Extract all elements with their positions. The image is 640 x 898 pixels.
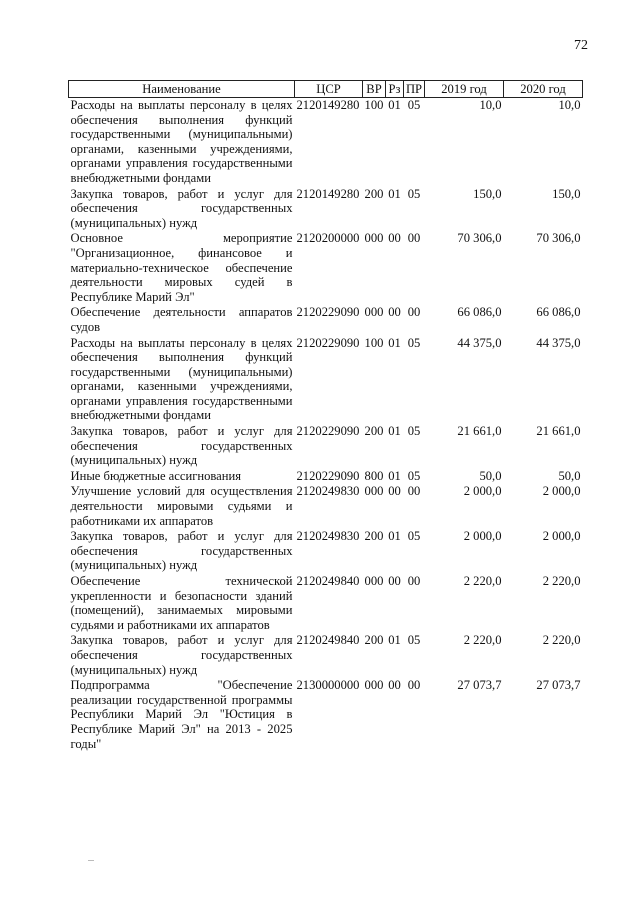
table-row <box>69 187 583 232</box>
table-row <box>69 469 583 485</box>
row-rz: 01 <box>388 335 401 350</box>
row-rz: 00 <box>388 231 401 246</box>
row-2019: 2 000,0 <box>463 484 502 499</box>
row-2019: 50,0 <box>479 468 502 483</box>
row-2020: 2 220,0 <box>542 574 581 588</box>
row-name: Подпрограмма "Обеспечение реализации государственной программы Республики Марий Эл "Юстиция в Республике Марий Эл" на 2013 - 2025 годы" <box>70 678 293 751</box>
row-name: Основное мероприятие "Организационное, финансовое и материально-техническое обеспечение деятельности мировых судей в Республике Марий Эл" <box>70 231 293 304</box>
header-2019: 2019 год <box>425 81 504 98</box>
row-csr: 2120249830 <box>296 529 360 544</box>
table-row <box>69 529 583 574</box>
row-2019: 44 375,0 <box>457 335 502 350</box>
table-header <box>69 81 583 98</box>
row-name: Обеспечение деятельности аппаратов судов <box>70 305 293 334</box>
row-2019: 2 000,0 <box>463 529 502 544</box>
row-vr: 200 <box>364 529 384 544</box>
row-2019: 66 086,0 <box>457 305 502 320</box>
scan-mark <box>88 860 94 861</box>
row-csr: 2120229090 <box>296 335 360 350</box>
row-pr: 00 <box>407 678 421 693</box>
row-pr: 05 <box>407 529 421 544</box>
row-2020: 21 661,0 <box>536 424 581 439</box>
row-vr: 800 <box>364 468 384 483</box>
row-2020: 150,0 <box>552 186 581 201</box>
row-csr: 2120149280 <box>296 98 360 112</box>
row-pr: 00 <box>407 574 421 588</box>
header-name: Наименование <box>69 81 295 98</box>
row-2020: 66 086,0 <box>536 305 581 320</box>
row-pr: 00 <box>407 305 421 320</box>
row-pr: 00 <box>407 231 421 246</box>
row-vr: 000 <box>364 305 384 320</box>
row-csr: 2120229090 <box>296 305 360 320</box>
row-pr: 05 <box>407 186 421 201</box>
row-vr: 100 <box>364 335 384 350</box>
row-rz: 01 <box>388 468 401 483</box>
table-row <box>69 484 583 529</box>
row-name: Закупка товаров, работ и услуг для обеспечения государственных (муниципальных) нужд <box>70 529 293 573</box>
row-name: Закупка товаров, работ и услуг для обеспечения государственных (муниципальных) нужд <box>70 424 293 468</box>
row-rz: 01 <box>388 98 401 112</box>
row-2020: 2 000,0 <box>542 484 581 499</box>
table-row <box>69 633 583 678</box>
row-vr: 000 <box>364 678 384 693</box>
row-2020: 2 220,0 <box>542 633 581 648</box>
row-2020: 2 000,0 <box>542 529 581 544</box>
row-vr: 200 <box>364 186 384 201</box>
row-csr: 2130000000 <box>296 678 360 693</box>
row-2020: 10,0 <box>558 98 581 112</box>
row-2020: 70 306,0 <box>536 231 581 246</box>
row-name: Расходы на выплаты персоналу в целях обеспечения выполнения функций государственными (муниципальными) органами, казенными учреждениями, органами управления государственными внебюджетными фондами <box>70 335 293 423</box>
row-name: Расходы на выплаты персоналу в целях обеспечения выполнения функций государственными (муниципальными) органами, казенными учреждениями, органами управления государственными внебюджетными фондами <box>70 98 293 185</box>
budget-table <box>68 80 583 752</box>
row-rz: 00 <box>388 678 401 693</box>
row-2019: 10,0 <box>479 98 502 112</box>
row-2019: 150,0 <box>473 186 502 201</box>
row-name: Закупка товаров, работ и услуг для обеспечения государственных (муниципальных) нужд <box>70 633 293 677</box>
row-vr: 000 <box>364 574 384 588</box>
table-body <box>69 98 583 753</box>
row-pr: 05 <box>407 424 421 439</box>
table-row <box>69 305 583 335</box>
row-vr: 200 <box>364 633 384 648</box>
row-2019: 2 220,0 <box>463 574 502 588</box>
row-rz: 01 <box>388 424 401 439</box>
row-2020: 27 073,7 <box>536 678 581 693</box>
row-2019: 2 220,0 <box>463 633 502 648</box>
row-name: Закупка товаров, работ и услуг для обеспечения государственных (муниципальных) нужд <box>70 186 293 230</box>
header-pr: ПР <box>404 81 425 98</box>
header-vr: ВР <box>363 81 386 98</box>
row-2019: 21 661,0 <box>457 424 502 439</box>
row-vr: 000 <box>364 231 384 246</box>
row-csr: 2120149280 <box>296 186 360 201</box>
table-row <box>69 336 583 425</box>
table-row <box>69 678 583 752</box>
row-csr: 2120229090 <box>296 424 360 439</box>
row-vr: 000 <box>364 484 384 499</box>
row-pr: 05 <box>407 98 421 112</box>
row-vr: 100 <box>364 98 384 112</box>
row-csr: 2120249830 <box>296 484 360 499</box>
row-pr: 05 <box>407 633 421 648</box>
header-csr: ЦСР <box>295 81 363 98</box>
table-row <box>69 574 583 633</box>
row-2019: 27 073,7 <box>457 678 502 693</box>
table-row <box>69 424 583 469</box>
row-rz: 01 <box>388 186 401 201</box>
row-rz: 00 <box>388 305 401 320</box>
header-rz: Рз <box>386 81 404 98</box>
row-csr: 2120249840 <box>296 574 360 588</box>
row-pr: 00 <box>407 484 421 499</box>
row-csr: 2120229090 <box>296 468 360 483</box>
row-pr: 05 <box>407 335 421 350</box>
row-csr: 2120249840 <box>296 633 360 648</box>
table-row <box>69 231 583 305</box>
row-rz: 00 <box>388 484 401 499</box>
row-2020: 50,0 <box>558 468 581 483</box>
header-2020: 2020 год <box>504 81 583 98</box>
row-2020: 44 375,0 <box>536 335 581 350</box>
page-number: 72 <box>574 38 588 53</box>
row-rz: 01 <box>388 633 401 648</box>
row-name: Иные бюджетные ассигнования <box>70 468 242 483</box>
row-csr: 2120200000 <box>296 231 360 246</box>
row-rz: 01 <box>388 529 401 544</box>
row-name: Улучшение условий для осуществления деятельности мировыми судьями и работниками их аппаратов <box>70 484 293 528</box>
row-vr: 200 <box>364 424 384 439</box>
row-name: Обеспечение технической укрепленности и безопасности зданий (помещений), занимаемых мировыми судьями и работниками их аппаратов <box>70 574 293 632</box>
row-pr: 05 <box>407 468 421 483</box>
row-rz: 00 <box>388 574 401 588</box>
row-2019: 70 306,0 <box>457 231 502 246</box>
table-row <box>69 98 583 187</box>
